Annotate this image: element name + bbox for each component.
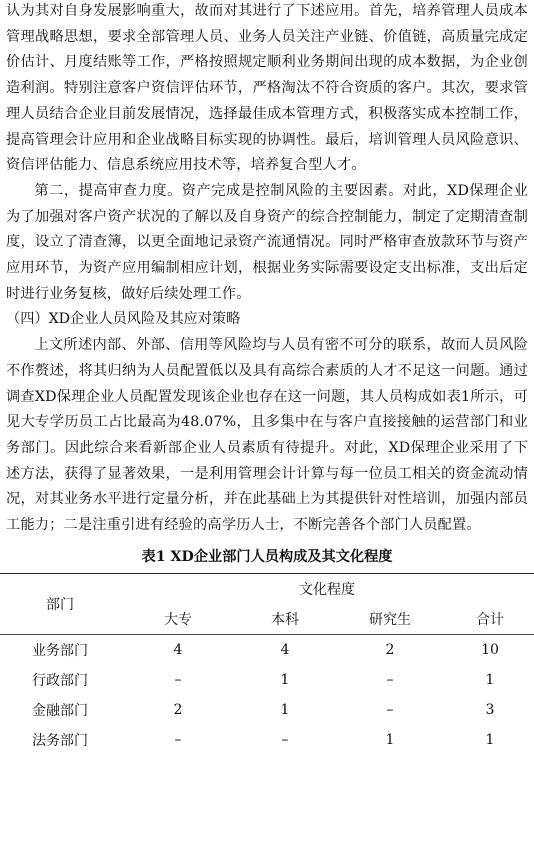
cell-yanjiusheng: 2 xyxy=(385,641,395,658)
table-row xyxy=(0,695,534,725)
cell-dept: 行政部门 xyxy=(32,672,88,689)
header-col-yanjiusheng: 研究生 xyxy=(334,604,446,635)
cell-dept: 金融部门 xyxy=(32,702,88,719)
header-col-benke: 本科 xyxy=(236,604,334,635)
header-education-label: 文化程度 xyxy=(299,581,355,598)
header-dept: 部门 xyxy=(0,573,120,634)
table-row xyxy=(0,725,534,755)
cell-dazhuan: – xyxy=(174,731,182,748)
table-header-row xyxy=(0,573,534,604)
body-paragraph-2: 第二，提高审查力度。资产完成是控制风险的主要因素。对此，XD保理企业为了加强对客户资产状况的了解以及自身资产的综合控制能力，制定了定期清查制度，设立了清查簿，以更全面地记录资产流通情况。同时严格审查放款环节与资产应用环节，为资产应用编制相应计划，根据业务实际需要设定支出标准，支出后定时进行业务复核，做好后续处理工作。 xyxy=(6,182,528,302)
cell-dazhuan: – xyxy=(174,671,182,688)
header-education-level xyxy=(120,573,534,604)
cell-benke: 4 xyxy=(280,641,290,658)
body-paragraph-3: 上文所述内部、外部、信用等风险均与人员有密不可分的联系，故而人员风险不作赘述，将其归纳为人员配置低以及具有高综合素质的人才不足这一问题。通过调查XD保理企业人员配置发现该企业也存在这一问题，其人员构成如表1所示，可见大专学历员工占比最高为48.07%，且多集中在与客户直接接触的运营部门和业务部门。因此综合来看新部企业人员素质有待提升。对此，XD保理企业采用了下述方法，获得了显著效果，一是利用管理会计计算与每一位员工相关的资金流动情况，对其业务水平进行定量分析，并在此基础上为其提供针对性培训，加强内部员工能力；二是注重引进有经验的高学历人士，不断完善各个部门人员配置。 xyxy=(6,337,528,534)
cell-yanjiusheng: – xyxy=(386,671,394,688)
cell-benke: 1 xyxy=(280,671,290,688)
cell-heji: 10 xyxy=(481,641,499,658)
table-row xyxy=(0,634,534,665)
cell-heji: 3 xyxy=(485,701,495,718)
cell-dazhuan: 2 xyxy=(173,701,183,718)
cell-yanjiusheng: 1 xyxy=(385,731,395,748)
table-row xyxy=(0,665,534,695)
section-heading: （四）XD企业人员风险及其应对策略 xyxy=(6,311,241,328)
header-col-dazhuan: 大专 xyxy=(120,604,236,635)
cell-heji: 1 xyxy=(485,731,495,748)
cell-yanjiusheng: – xyxy=(386,701,394,718)
cell-heji: 1 xyxy=(485,671,495,688)
body-paragraph-1: 认为其对自身发展影响重大，故而对其进行了下述应用。首先，培养管理人员成本管理战略思想，要求全部管理人员、业务人员关注产业链、价值链，高质量完成定价估计、月度结账等工作，严格按照规定顺利业务期间出现的成本数据，为企业创造利润。特别注意客户资信评估环节，严格淘汰不符合资质的客户。其次，要求管理人员结合企业目前发展情况，选择最佳成本管理方式，积极落实成本控制工作，提高管理会计应用和企业战略目标实现的协调性。最后，培训管理人员风险意识、资信评估能力、信息系统应用技术等，培养复合型人才。 xyxy=(6,3,528,174)
cell-benke: – xyxy=(281,731,289,748)
cell-dazhuan: 4 xyxy=(173,641,183,658)
cell-benke: 1 xyxy=(280,701,290,718)
header-col-heji: 合计 xyxy=(446,604,534,635)
cell-dept: 业务部门 xyxy=(32,642,88,659)
staff-composition-table xyxy=(0,573,534,755)
table-caption: 表1 XD企业部门人员构成及其文化程度 xyxy=(141,548,393,565)
cell-dept: 法务部门 xyxy=(32,732,88,749)
